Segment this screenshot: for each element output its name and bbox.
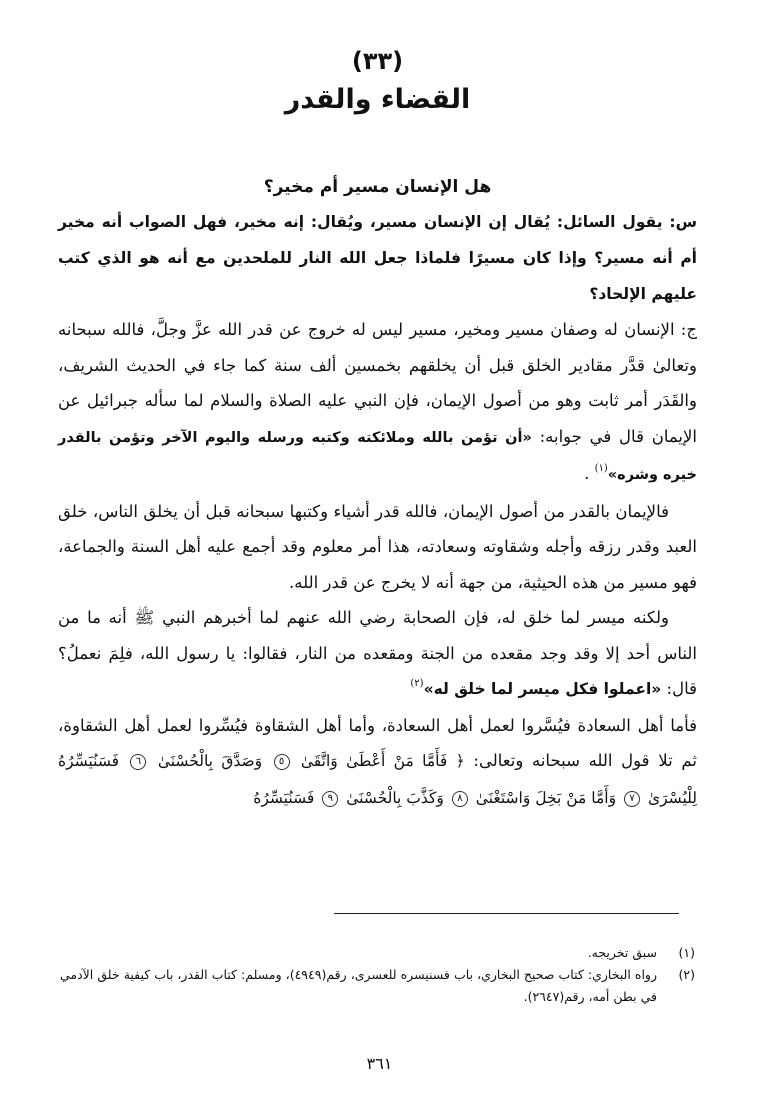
footnote-text: سبق تخريجه. [587,945,657,960]
footnote-divider [334,913,679,914]
answer-paragraph-4 [58,708,697,817]
hadith-quote-2: «اعملوا فكل ميسر لما خلق له» [423,680,662,698]
answer-paragraph-2: فالإيمان بالقدر من أصول الإيمان، فالله قدر أشياء وكتبها سبحانه قبل أن يخلق الناس، خلق العبد وقدر رزقه وأجله وشقاوته وسعادته، هذا أمر معلوم وقد أجمع عليه أهل السنة والجماعة، فهو مسير من هذه الحيثية، من جهة أنه لا يخرج عن قدر الله. [58,501,697,592]
answer-paragraph-4-text: فأما أهل السعادة فيُسَّروا لعمل أهل السعادة، وأما أهل الشقاوة فيُسِّروا لعمل أهل الشقاوة، ثم تلا قول الله سبحانه وتعالى: [58,715,697,770]
footnote-text: رواه البخاري: كتاب صحيح البخاري، باب فسنيسره للعسرى، رقم(٤٩٤٩)، ومسلم: كتاب القدر، باب كيفية خلق الآدمي في بطن أمه، رقم(٢٦٤٧). [60,967,657,1004]
footnotes [60,942,695,1008]
answer-paragraph-3 [58,600,697,708]
footnote-number: (١) [678,945,695,960]
verse-text: فَسَنُيَسِّرُهُ [253,788,315,807]
verse-text: وَكَذَّبَ بِالْحُسْنَىٰ [346,788,444,807]
footnote-ref-2: (٢) [410,678,424,689]
quran-open-bracket: ﴿ [455,752,465,770]
footnote-number: (٢) [678,967,695,982]
ayah-number: ٨ [452,791,468,807]
verse-text: وَأَمَّا مَنْ بَخِلَ وَاسْتَغْنَىٰ [475,788,617,807]
ayah-number: ٥ [274,754,290,770]
footnote-2 [60,964,695,1008]
question-text: س: يقول السائل: يُقال إن الإنسان مسير، ويُقال: إنه مخير، فهل الصواب أنه مخير أم أنه مسير؟ وإذا كان مسيرًا فلماذا جعل الله النار للملحدين مع أنه هو الذي كتب عليهم الإلحاد؟ [58,213,697,303]
footnote-ref-1: (١) [594,463,608,474]
sentence-end: . [584,464,590,483]
page-number: ٣٦١ [366,1054,393,1073]
verse-text: وَصَدَّقَ بِالْحُسْنَىٰ [157,752,263,770]
answer-paragraph-1-text: ج: الإنسان له وصفان مسير ومخير، مسير ليس له خروج عن قدر الله عزَّ وجلَّ، فالله سبحانه وتعالىٰ قدَّر مقادير الخلق قبل أن يخلقهم بخمسين ألف سنة كما جاء في الحديث الشريف، والقَدَر أمر ثابت وهو من أصول الإيمان، فإن النبي عليه الصلاة والسلام لما سأله جبرائيل عن الإيمان قال في جوابه: [58,320,697,446]
section-heading: هل الإنسان مسير أم مخير؟ [263,177,492,197]
chapter-title: القضاء والقدر [284,84,471,115]
ayah-number: ٦ [130,754,146,770]
verse-text: فَأَمَّا مَنْ أَعْطَىٰ وَاتَّقَىٰ [300,752,448,770]
answer-paragraph-3-text: ولكنه ميسر لما خلق له، فإن الصحابة رضي الله عنهم لما أخبرهم النبي ﷺ أنه ما من الناس أحد إلا وقد وجد مقعده من الجنة ومقعده من النار، فقالوا: يا رسول الله، فلِمَ نعملُ؟ قال: [58,608,697,698]
footnote-1 [60,942,695,964]
verse-text: فَسَنُيَسِّرُهُ لِلْيُسْرَىٰ [58,752,697,807]
chapter-number: (٣٣) [351,47,404,75]
ayah-number: ٩ [322,791,338,807]
answer-paragraph-1 [58,312,697,494]
hadith-quote-1: «أن تؤمن بالله وملائكته وكتبه ورسله واليوم الآخر وتؤمن بالقدر خيره وشره» [58,429,697,483]
ayah-number: ٧ [624,791,640,807]
